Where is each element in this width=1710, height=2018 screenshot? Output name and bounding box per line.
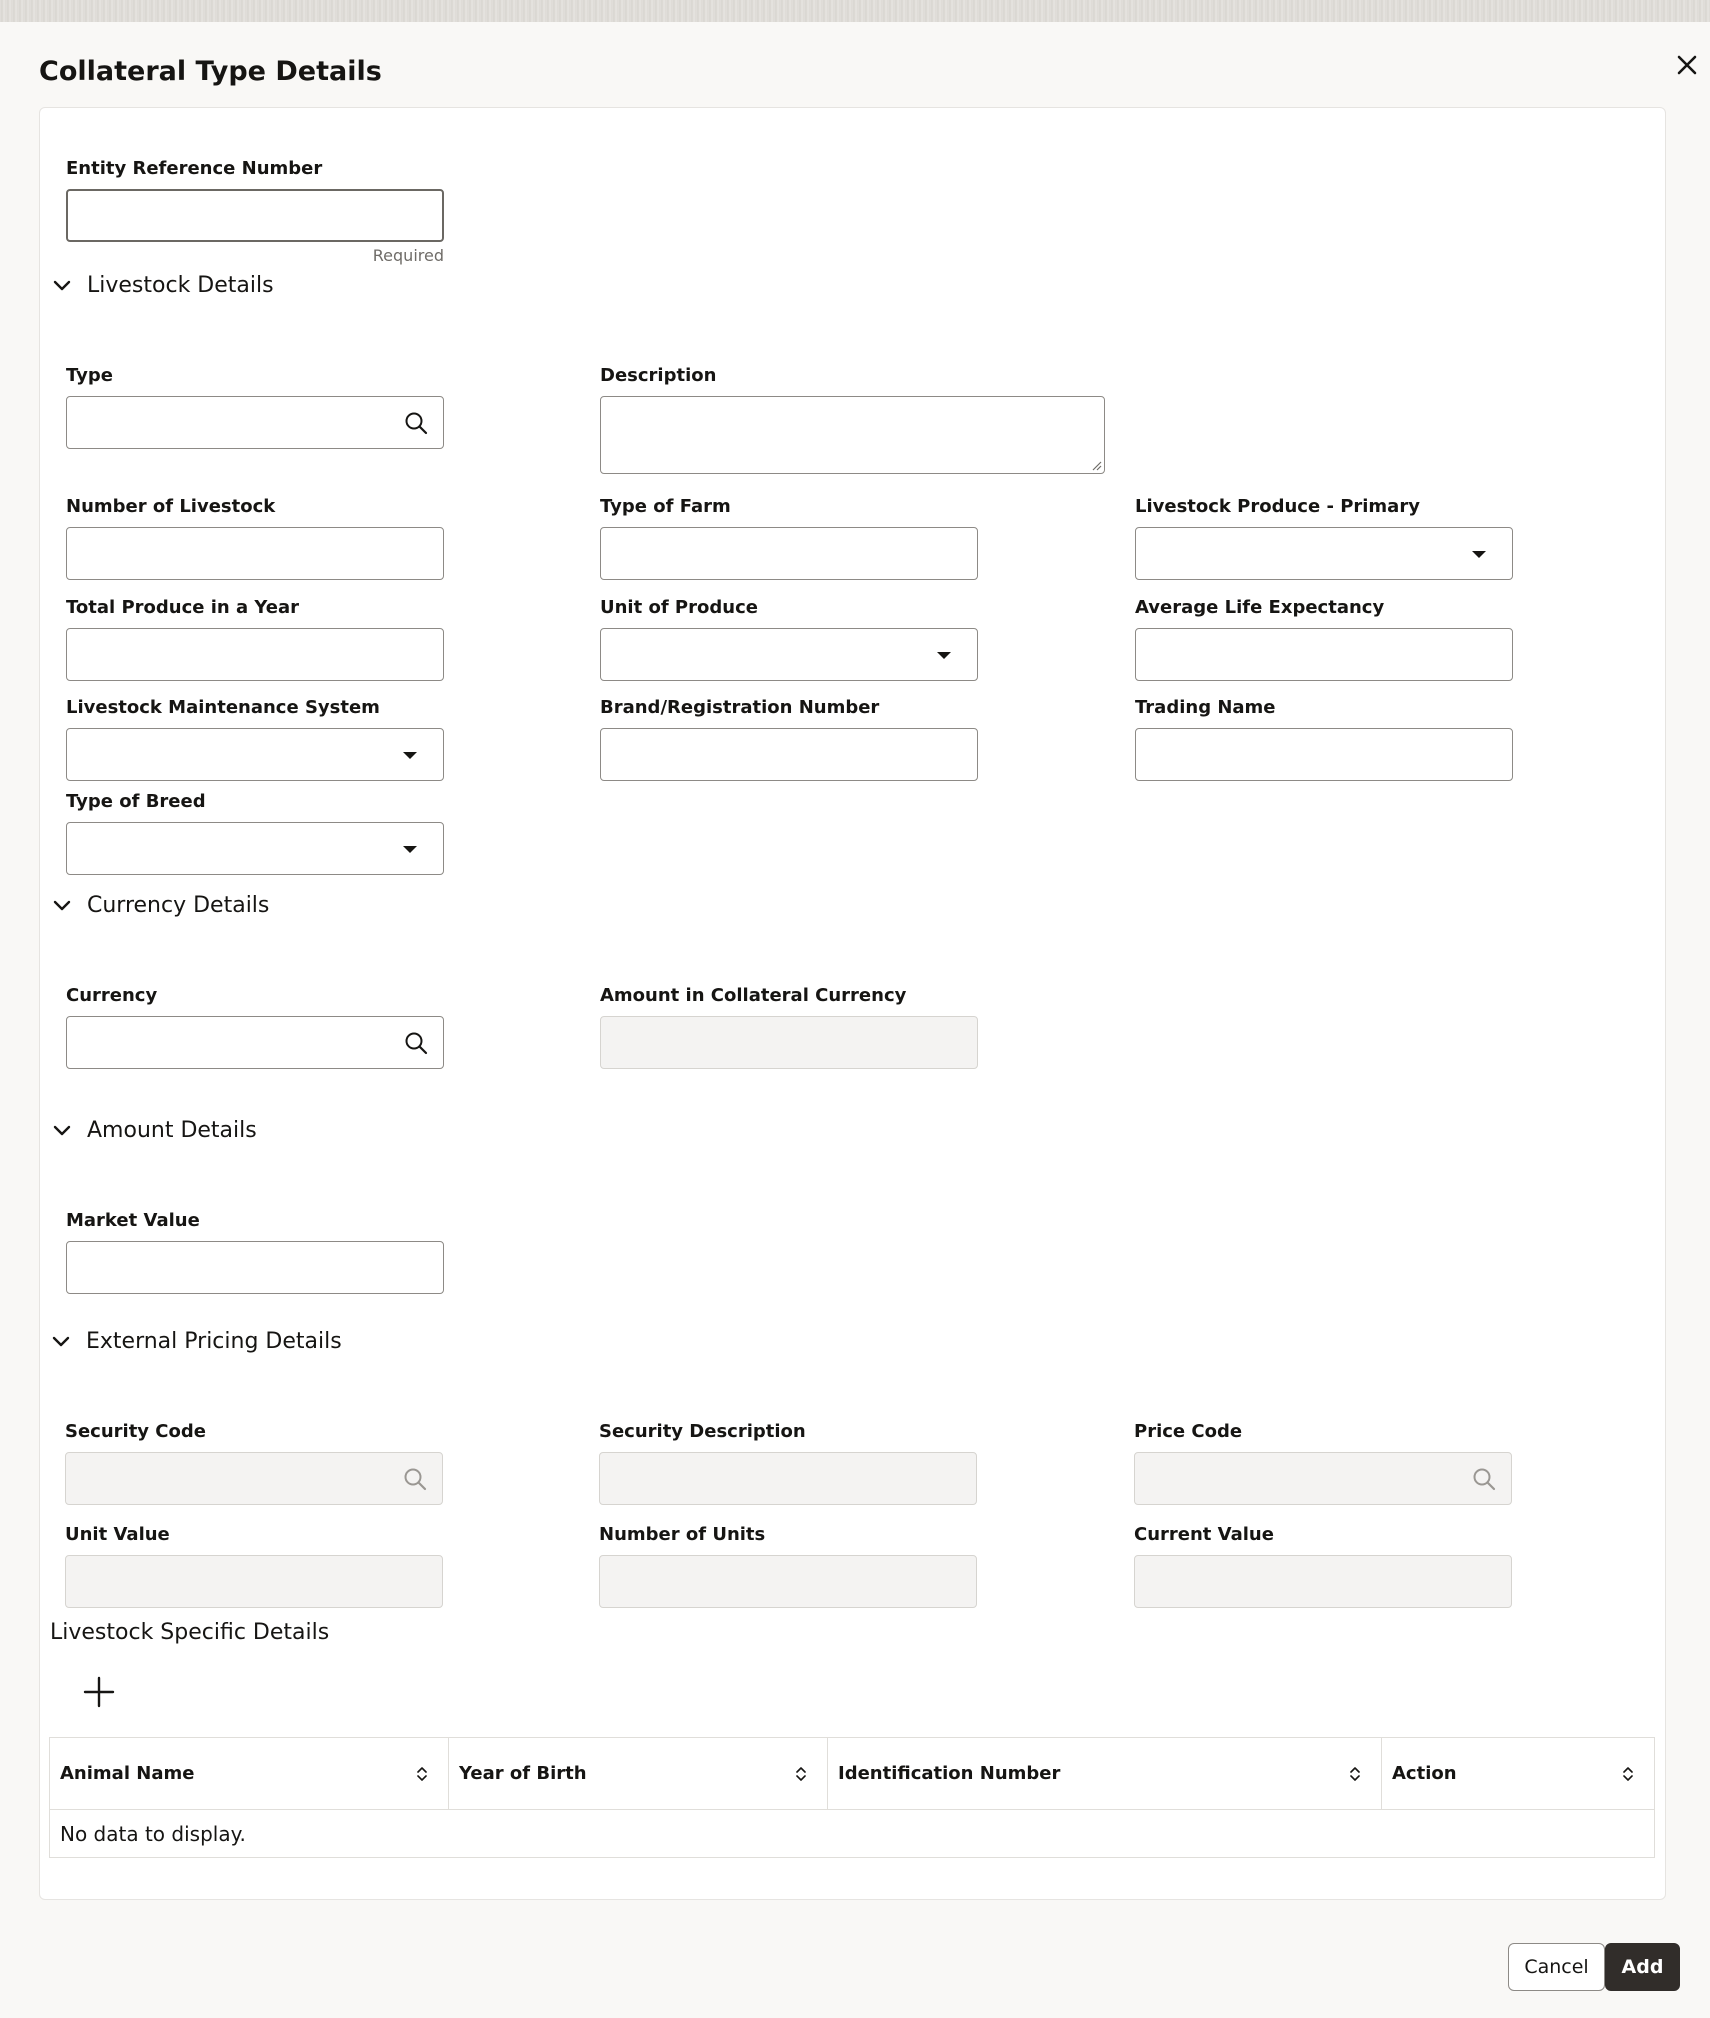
dropdown-caret-icon (403, 752, 417, 759)
entity-reference-input[interactable] (68, 191, 442, 240)
amount-details-title: Amount Details (87, 1118, 257, 1143)
chevron-down-icon (50, 1331, 72, 1353)
required-hint: Required (372, 246, 444, 265)
column-header-label: Animal Name (60, 1763, 195, 1784)
number-of-livestock-input[interactable] (67, 528, 443, 579)
column-header-year-of-birth[interactable] (449, 1738, 828, 1810)
description-textarea[interactable] (601, 397, 1104, 473)
type-field[interactable] (66, 396, 444, 449)
livestock-specific-title: Livestock Specific Details (50, 1620, 330, 1645)
sort-icon[interactable] (1620, 1764, 1636, 1784)
livestock-details-toggle[interactable] (51, 273, 274, 298)
chevron-down-icon (51, 275, 73, 297)
form-panel (39, 107, 1666, 1900)
search-icon (402, 1466, 428, 1492)
table-row (50, 1810, 1655, 1858)
resize-grip-icon[interactable] (1090, 459, 1102, 471)
number-of-livestock-field[interactable] (66, 527, 444, 580)
brand-registration-field[interactable] (600, 728, 978, 781)
unit-of-produce-select[interactable] (600, 628, 978, 681)
security-code-label: Security Code (65, 1421, 206, 1442)
column-header-label: Identification Number (838, 1763, 1061, 1784)
search-icon[interactable] (403, 1030, 429, 1056)
type-input[interactable] (67, 397, 443, 448)
search-icon (1471, 1466, 1497, 1492)
trading-name-field[interactable] (1135, 728, 1513, 781)
number-of-units-field (599, 1555, 977, 1608)
description-label: Description (600, 365, 717, 386)
number-of-units-label: Number of Units (599, 1524, 766, 1545)
produce-primary-label: Livestock Produce - Primary (1135, 496, 1420, 517)
dialog-title: Collateral Type Details (39, 56, 382, 87)
column-header-label: Action (1392, 1763, 1457, 1784)
search-icon[interactable] (403, 410, 429, 436)
sort-icon[interactable] (793, 1764, 809, 1784)
chevron-down-icon (51, 1120, 73, 1142)
brand-registration-input[interactable] (601, 729, 977, 780)
external-pricing-title: External Pricing Details (86, 1329, 342, 1354)
type-of-breed-label: Type of Breed (66, 791, 206, 812)
market-value-input[interactable] (67, 1242, 443, 1293)
livestock-specific-table (49, 1737, 1655, 1858)
trading-name-label: Trading Name (1135, 697, 1276, 718)
security-code-field (65, 1452, 443, 1505)
entity-reference-field[interactable] (66, 189, 444, 242)
empty-table-message: No data to display. (60, 1821, 246, 1846)
dropdown-caret-icon (403, 846, 417, 853)
external-pricing-toggle[interactable] (50, 1329, 342, 1354)
cancel-button[interactable]: Cancel (1508, 1943, 1605, 1991)
security-description-label: Security Description (599, 1421, 806, 1442)
close-icon[interactable] (1674, 52, 1700, 78)
life-expectancy-label: Average Life Expectancy (1135, 597, 1385, 618)
unit-value-field (65, 1555, 443, 1608)
brand-registration-label: Brand/Registration Number (600, 697, 880, 718)
unit-value-label: Unit Value (65, 1524, 170, 1545)
dropdown-caret-icon (1472, 551, 1486, 558)
column-header-action[interactable] (1382, 1738, 1655, 1810)
type-of-breed-select[interactable] (66, 822, 444, 875)
market-value-label: Market Value (66, 1210, 200, 1231)
column-header-label: Year of Birth (459, 1763, 587, 1784)
maintenance-system-label: Livestock Maintenance System (66, 697, 380, 718)
unit-of-produce-label: Unit of Produce (600, 597, 758, 618)
currency-field[interactable] (66, 1016, 444, 1069)
maintenance-system-select[interactable] (66, 728, 444, 781)
amount-collateral-currency-label: Amount in Collateral Currency (600, 985, 907, 1006)
description-field[interactable] (600, 396, 1105, 474)
current-value-label: Current Value (1134, 1524, 1274, 1545)
add-row-icon[interactable] (81, 1674, 117, 1710)
sort-icon[interactable] (414, 1764, 430, 1784)
sort-icon[interactable] (1347, 1764, 1363, 1784)
amount-details-toggle[interactable] (51, 1118, 257, 1143)
total-produce-field[interactable] (66, 628, 444, 681)
life-expectancy-input[interactable] (1136, 629, 1512, 680)
entity-reference-label: Entity Reference Number (66, 158, 323, 179)
price-code-field (1134, 1452, 1512, 1505)
currency-input[interactable] (67, 1017, 443, 1068)
current-value-field (1134, 1555, 1512, 1608)
produce-primary-select[interactable] (1135, 527, 1513, 580)
collateral-type-dialog (0, 22, 1710, 2018)
total-produce-label: Total Produce in a Year (66, 597, 299, 618)
amount-collateral-currency-field (600, 1016, 978, 1069)
number-of-livestock-label: Number of Livestock (66, 496, 276, 517)
background-strip (0, 0, 1710, 22)
price-code-label: Price Code (1134, 1421, 1243, 1442)
livestock-details-title: Livestock Details (87, 273, 274, 298)
type-of-farm-input[interactable] (601, 528, 977, 579)
add-button[interactable]: Add (1605, 1943, 1680, 1991)
column-header-identification-number[interactable] (828, 1738, 1382, 1810)
life-expectancy-field[interactable] (1135, 628, 1513, 681)
dropdown-caret-icon (937, 652, 951, 659)
type-of-farm-label: Type of Farm (600, 496, 731, 517)
trading-name-input[interactable] (1136, 729, 1512, 780)
currency-details-toggle[interactable] (51, 893, 269, 918)
table-header-row (50, 1738, 1655, 1810)
type-of-farm-field[interactable] (600, 527, 978, 580)
total-produce-input[interactable] (67, 629, 443, 680)
currency-label: Currency (66, 985, 158, 1006)
market-value-field[interactable] (66, 1241, 444, 1294)
type-label: Type (66, 365, 113, 386)
currency-details-title: Currency Details (87, 893, 270, 918)
security-description-field (599, 1452, 977, 1505)
chevron-down-icon (51, 895, 73, 917)
column-header-animal-name[interactable] (50, 1738, 449, 1810)
